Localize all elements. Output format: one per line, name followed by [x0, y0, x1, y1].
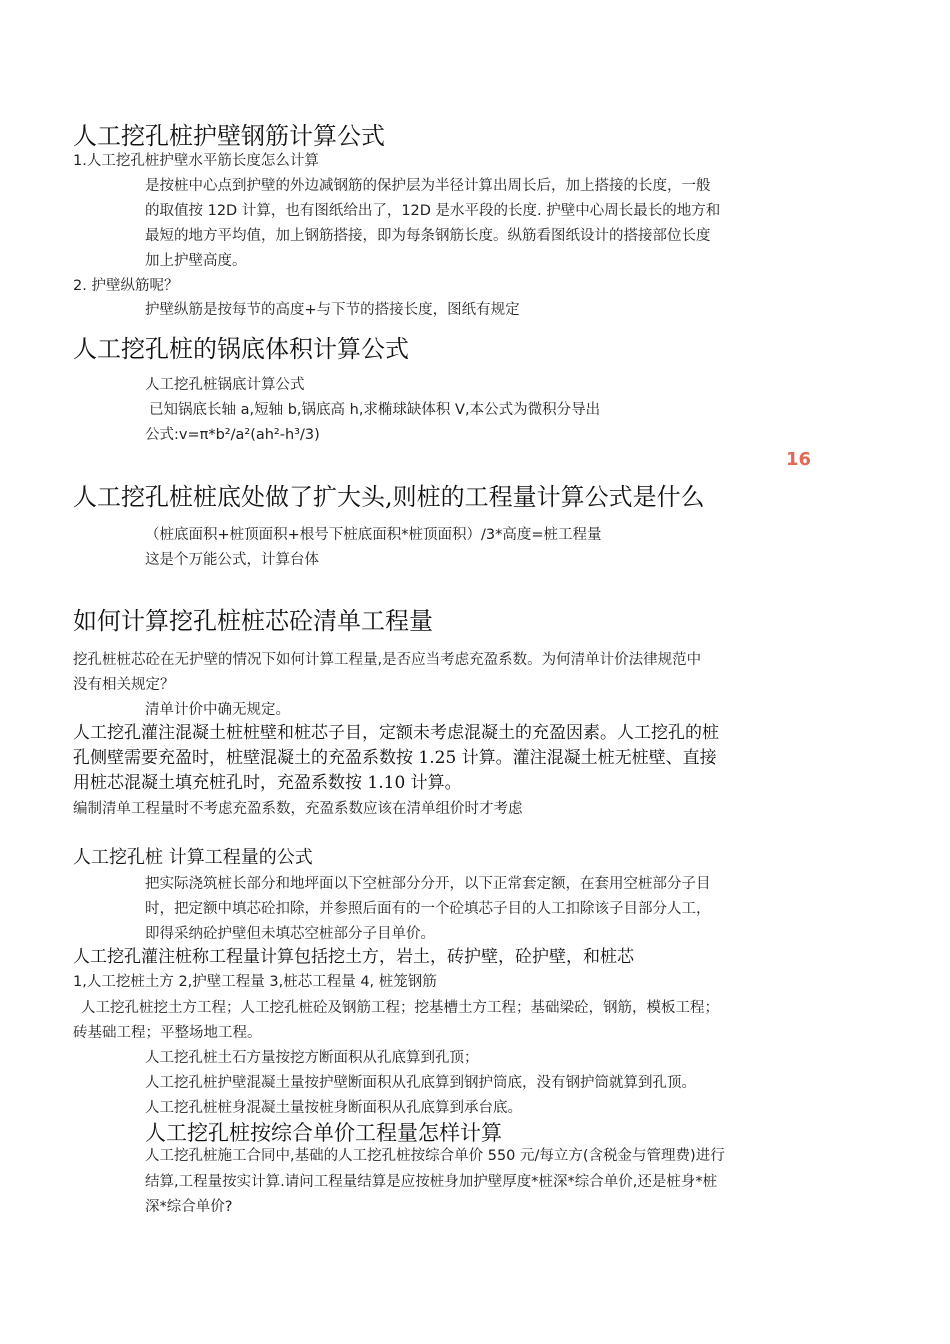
- question: 1.人工挖孔桩护壁水平筋长度怎么计算: [73, 153, 319, 169]
- paragraph-line: 孔侧壁需要充盈时，桩壁混凝土的充盈系数按 1.25 计算。灌注混凝土桩无桩壁、直接: [73, 748, 717, 768]
- paragraph-line: 没有相关规定？: [73, 677, 175, 693]
- paragraph-line: 人工挖孔桩挖土方工程；人工挖孔桩砼及钢筋工程；挖基槽土方工程；基础梁砼，钢筋，模板工程；: [81, 1000, 719, 1016]
- paragraph-line: 的取值按 12D 计算，也有图纸给出了，12D 是水平段的长度. 护壁中心周长最长的地方和: [145, 203, 721, 219]
- page-number: 16: [786, 449, 812, 470]
- paragraph-line: 是按桩中心点到护壁的外边减钢筋的保护层为半径计算出周长后，加上搭接的长度，一般: [145, 178, 711, 194]
- paragraph-line: 1,人工挖桩土方 2,护壁工程量 3,桩芯工程量 4, 桩笼钢筋: [73, 974, 437, 990]
- paragraph-line: 砖基础工程；平整场地工程。: [73, 1025, 262, 1041]
- paragraph-line: 最短的地方平均值，加上钢筋搭接，即为每条钢筋长度。纵筋看图纸设计的搭接部位长度: [145, 228, 711, 244]
- paragraph-line: 这是个万能公式，计算台体: [145, 552, 319, 568]
- section-title: 人工挖孔桩 计算工程量的公式: [73, 847, 313, 868]
- paragraph-line: 人工挖孔桩桩身混凝土量按桩身断面积从孔底算到承台底。: [145, 1100, 522, 1116]
- section-title: 如何计算挖孔桩桩芯砼清单工程量: [73, 607, 433, 635]
- paragraph-line: 清单计价中确无规定。: [145, 702, 290, 718]
- paragraph-line: 深*综合单价?: [145, 1199, 233, 1215]
- paragraph-line: 时，把定额中填芯砼扣除，并参照后面有的一个砼填芯子目的人工扣除该子目部分人工，: [145, 901, 711, 917]
- section-title: 人工挖孔桩护壁钢筋计算公式: [73, 122, 385, 150]
- paragraph-line: 人工挖孔桩锅底计算公式: [145, 377, 305, 393]
- paragraph-line: 人工挖孔桩施工合同中,基础的人工挖孔桩按综合单价 550 元/每立方(含税金与管理费)进行: [145, 1148, 725, 1164]
- section-title: 人工挖孔桩的锅底体积计算公式: [73, 335, 409, 363]
- paragraph-line: 即得采纳砼护壁但未填芯空桩部分子目单价。: [145, 926, 435, 942]
- paragraph-line: 结算,工程量按实计算.请问工程量结算是应按桩身加护壁厚度*桩深*综合单价,还是桩身*桩: [145, 1174, 718, 1190]
- section-title: 人工挖孔桩按综合单价工程量怎样计算: [145, 1121, 502, 1145]
- paragraph-line: 编制清单工程量时不考虑充盈系数，充盈系数应该在清单组价时才考虑: [73, 801, 523, 817]
- paragraph-line: 挖孔桩桩芯砼在无护壁的情况下如何计算工程量,是否应当考虑充盈系数。为何清单计价法律规范中: [73, 652, 702, 668]
- paragraph-line: 人工挖孔灌注桩称工程量计算包括挖土方，岩土，砖护壁，砼护壁，和桩芯: [73, 947, 634, 967]
- formula-line: （桩底面积+桩顶面积+根号下桩底面积*桩顶面积）/3*高度=桩工程量: [145, 527, 602, 543]
- paragraph-line: 用桩芯混凝土填充桩孔时，充盈系数按 1.10 计算。: [73, 773, 462, 793]
- paragraph-line: 护壁纵筋是按每节的高度+与下节的搭接长度，图纸有规定: [145, 302, 520, 318]
- paragraph-line: 人工挖孔灌注混凝土桩桩壁和桩芯子目，定额未考虑混凝土的充盈因素。人工挖孔的桩: [73, 723, 719, 743]
- paragraph-line: 把实际浇筑桩长部分和地坪面以下空桩部分分开，以下正常套定额，在套用空桩部分子目: [145, 876, 711, 892]
- formula-line: 公式:v=π*b²/a²(ah²-h³/3): [145, 427, 320, 443]
- paragraph-line: 加上护壁高度。: [145, 253, 247, 269]
- paragraph-line: 已知锅底长轴 a,短轴 b,锅底高 h,求椭球缺体积 V,本公式为微积分导出: [149, 402, 601, 418]
- paragraph-line: 人工挖孔桩土石方量按挖方断面积从孔底算到孔顶；: [145, 1050, 479, 1066]
- paragraph-line: 人工挖孔桩护壁混凝土量按护壁断面积从孔底算到钢护筒底，没有钢护筒就算到孔顶。: [145, 1075, 696, 1091]
- question: 2. 护壁纵筋呢？: [73, 278, 179, 294]
- section-title: 人工挖孔桩桩底处做了扩大头,则桩的工程量计算公式是什么: [73, 483, 705, 511]
